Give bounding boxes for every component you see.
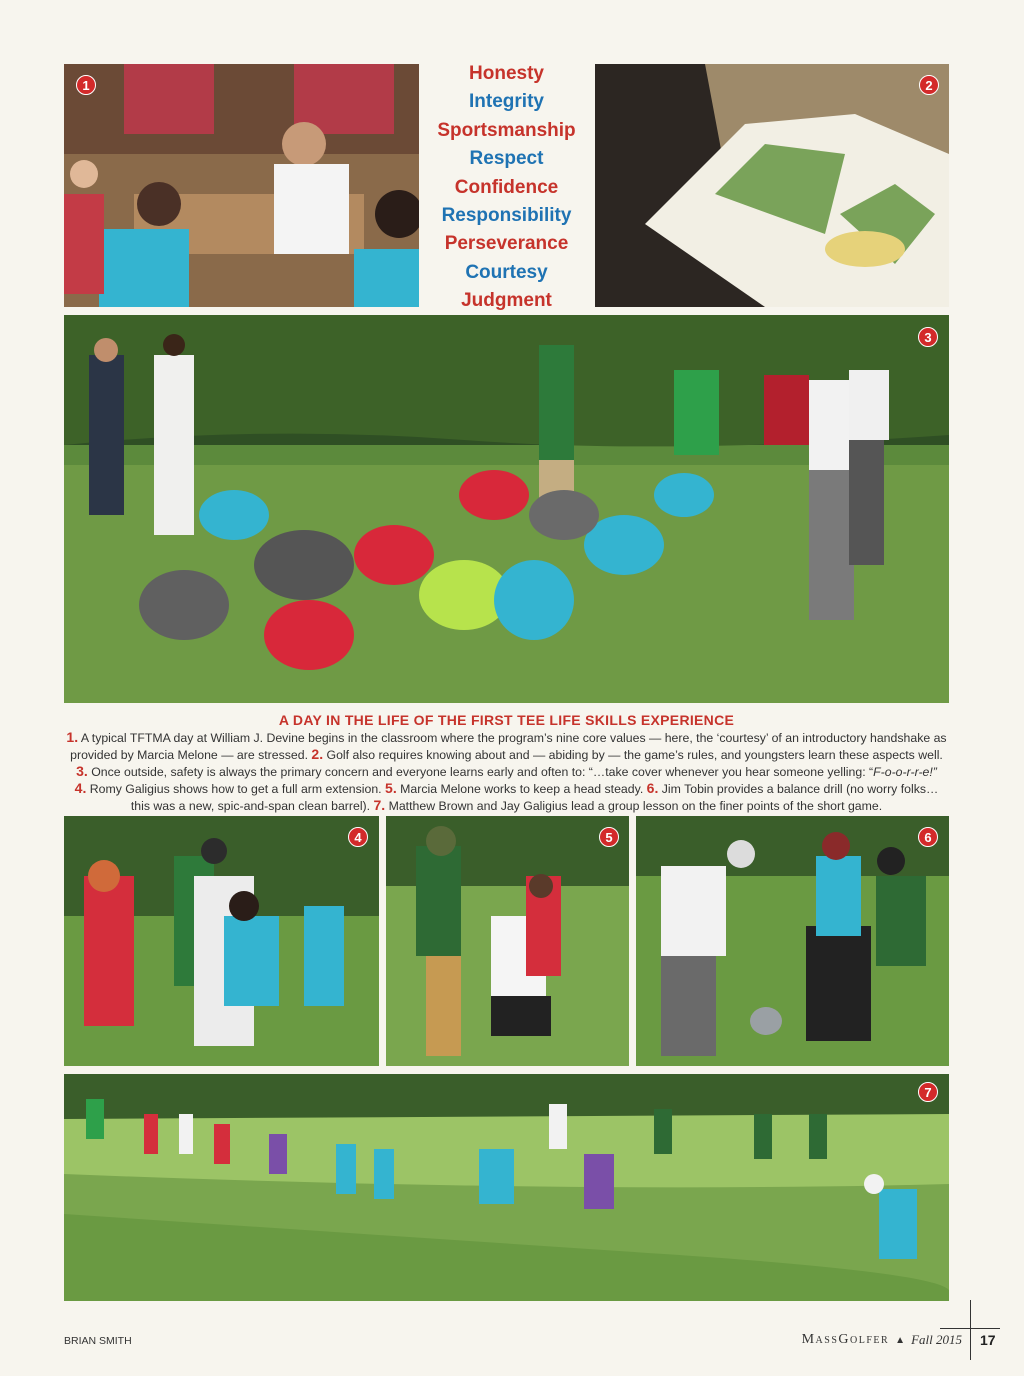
core-value-sportsmanship: Sportsmanship bbox=[437, 119, 576, 141]
caption-text: Golf also requires knowing about and — abiding by — the game’s rules, and youngsters learn these aspects well. bbox=[323, 748, 943, 762]
core-values-list bbox=[419, 60, 594, 316]
core-value-confidence: Confidence bbox=[454, 176, 559, 198]
photo-number-badge: 7 bbox=[918, 1082, 938, 1102]
caption-line bbox=[64, 797, 949, 814]
page-number: 17 bbox=[980, 1332, 996, 1348]
caption-line bbox=[64, 780, 949, 797]
photo-rule-book bbox=[595, 64, 949, 307]
photo-caption bbox=[64, 712, 949, 814]
core-value-respect: Respect bbox=[469, 148, 544, 170]
core-value-judgment: Judgment bbox=[461, 290, 552, 312]
photo-number-badge: 4 bbox=[348, 827, 368, 847]
caption-photo-number: 3. bbox=[76, 763, 88, 779]
caption-photo-number: 5. bbox=[385, 780, 397, 796]
photo-number-badge: 6 bbox=[918, 827, 938, 847]
core-value-responsibility: Responsibility bbox=[441, 204, 572, 226]
footer-masthead bbox=[802, 1332, 962, 1348]
photo-full-arm-extension bbox=[64, 816, 379, 1066]
caption-heading: A DAY IN THE LIFE OF THE FIRST TEE LIFE SKILLS EXPERIENCE bbox=[278, 712, 735, 728]
caption-text: provided by Marcia Melone — are stressed. bbox=[70, 748, 312, 762]
caption-photo-number: 7. bbox=[373, 797, 386, 813]
caption-text: Jim Tobin provides a balance drill (no worry folks… bbox=[658, 782, 939, 796]
caption-text: this was a new, spic-and-span clean barrel). bbox=[130, 799, 374, 813]
caption-photo-number: 2. bbox=[311, 746, 324, 762]
caption-line bbox=[64, 729, 949, 746]
footer-divider-horizontal bbox=[940, 1328, 1000, 1329]
caption-line bbox=[64, 763, 949, 780]
caption-text: Romy Galigius shows how to get a full arm extension. bbox=[86, 782, 386, 796]
caption-photo-number: 4. bbox=[74, 780, 87, 796]
core-value-integrity: Integrity bbox=[469, 91, 544, 113]
core-value-perseverance: Perseverance bbox=[444, 233, 569, 255]
issue-date: Fall 2015 bbox=[911, 1332, 962, 1347]
photo-number-badge: 3 bbox=[918, 327, 938, 347]
photo-balance-drill bbox=[636, 816, 949, 1066]
photo-number-badge: 5 bbox=[599, 827, 619, 847]
caption-text: Once outside, safety is always the primary concern and everyone learns early and often to: “…take cover whenever you hear someone yelling: “ bbox=[87, 765, 874, 779]
caption-text: Matthew Brown and Jay Galigius lead a group lesson on the finer points of the short game. bbox=[385, 799, 883, 813]
caption-line bbox=[64, 746, 949, 763]
magazine-name: MassGolfer bbox=[801, 1332, 890, 1347]
photo-take-cover-drill bbox=[64, 315, 949, 703]
photo-number-badge: 2 bbox=[919, 75, 939, 95]
photo-credit: BRIAN SMITH bbox=[64, 1335, 132, 1347]
caption-photo-number: 1. bbox=[66, 729, 79, 745]
caption-text: A typical TFTMA day at William J. Devine begins in the classroom where the program’s nine core values — here, the ‘courtesy’ of an introductory handshake as bbox=[78, 731, 947, 745]
caption-photo-number: 6. bbox=[646, 780, 659, 796]
photo-short-game-lesson bbox=[64, 1074, 949, 1301]
core-value-courtesy: Courtesy bbox=[465, 261, 548, 283]
photo-classroom-handshake bbox=[64, 64, 419, 307]
caption-emphasis: F-o-o-r-r-e!” bbox=[873, 765, 937, 779]
caption-text: Marcia Melone works to keep a head steady. bbox=[396, 782, 647, 796]
footer-divider-vertical bbox=[970, 1300, 971, 1360]
photo-number-badge: 1 bbox=[76, 75, 96, 95]
photo-head-steady bbox=[386, 816, 629, 1066]
core-value-honesty: Honesty bbox=[469, 63, 544, 84]
golf-flag-icon: ▲ bbox=[895, 1334, 906, 1346]
